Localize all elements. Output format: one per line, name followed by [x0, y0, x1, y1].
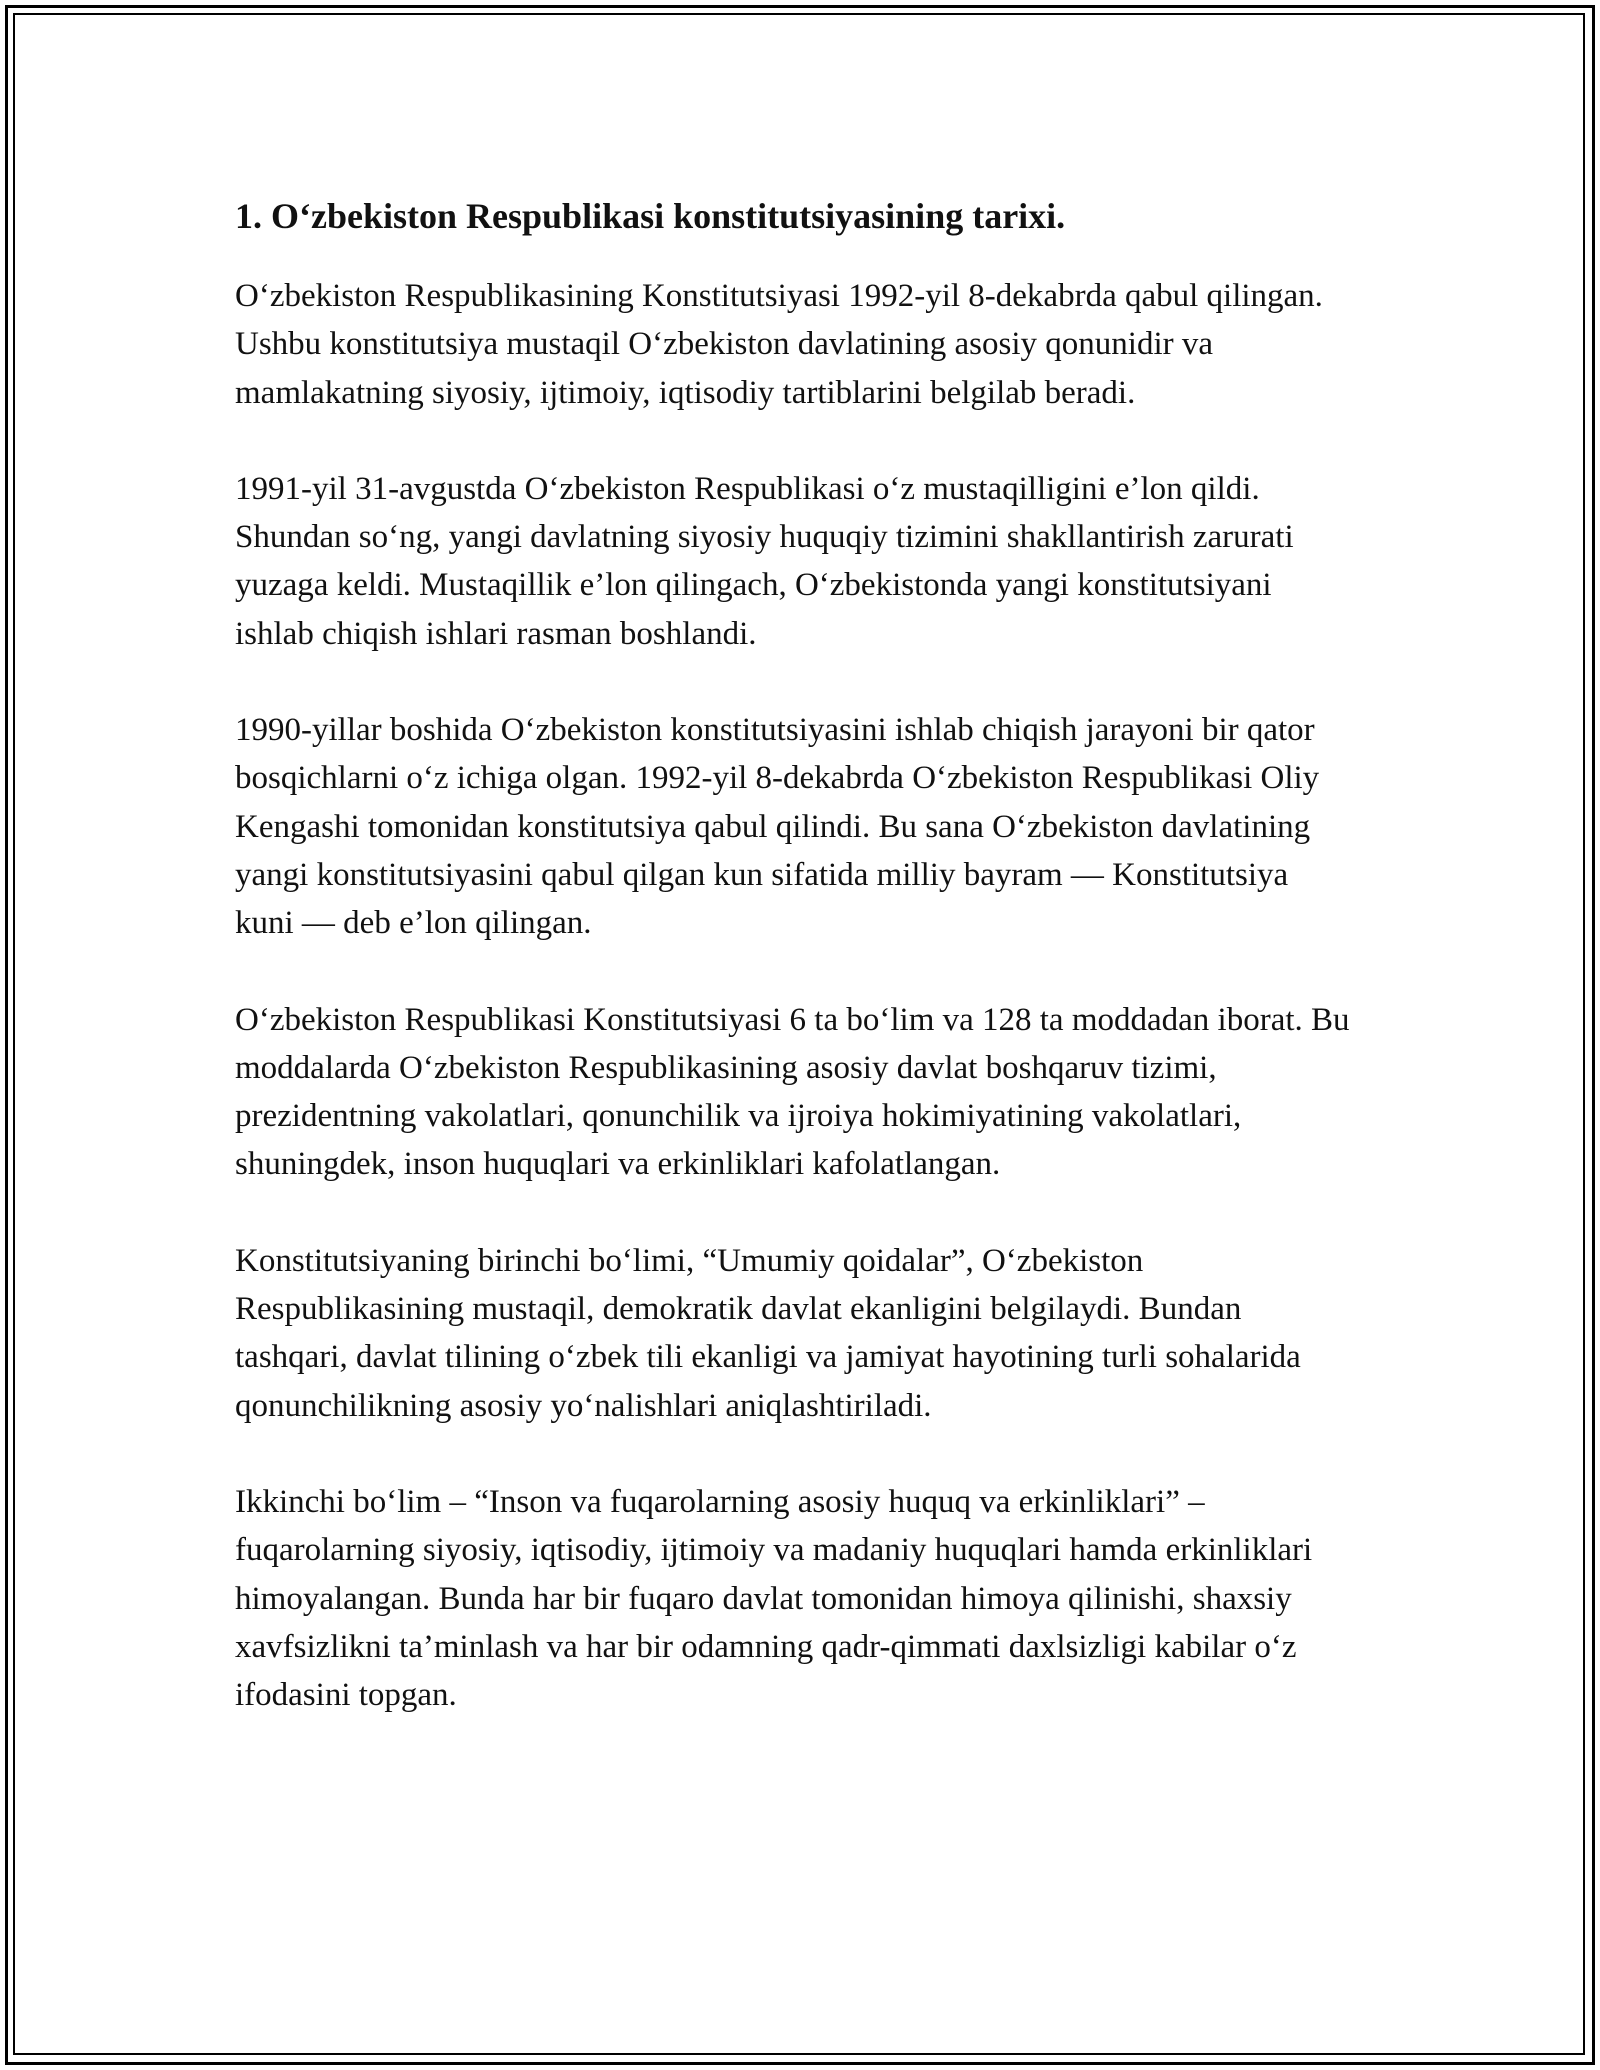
- paragraph-1: O‘zbekiston Respublikasining Konstitutsiyasi 1992-yil 8-dekabrda qabul qilingan. Ushbu konstitutsiya mustaqil O‘zbekiston davlatining asosiy qonunidir va mamlakatning siyosiy, ijtimoiy, iqtisodiy tartiblarini belgilab beradi.: [235, 278, 1323, 411]
- paragraph-2: 1991-yil 31-avgustda O‘zbekiston Respublikasi o‘z mustaqilligini e’lon qildi. Shundan so‘ng, yangi davlatning siyosiy huquqiy tizimini shakllantirish zarurati yuzaga keldi. Mustaqillik e’lon qilingach, O‘zbekistonda yangi konstitutsiyani ishlab chiqish ishlari rasman boshlandi.: [235, 470, 1294, 652]
- paragraph-6: Ikkinchi bo‘lim – “Inson va fuqarolarning asosiy huquq va erkinliklari” – fuqarolarning siyosiy, iqtisodiy, ijtimoiy va madaniy huquqlari hamda erkinliklari himoyalangan. Bunda har bir fuqaro davlat tomonidan himoya qilinishi, shaxsiy xavfsizlikni ta’minlash va har bir odamning qadr-qimmati daxlsizligi kabilar o‘z ifodasini topgan.: [235, 1483, 1313, 1714]
- paragraph-5: Konstitutsiyaning birinchi bo‘limi, “Umumiy qoidalar”, O‘zbekiston Respublikasining mustaqil, demokratik davlat ekanligini belgilaydi. Bundan tashqari, davlat tilining o‘zbek tili ekanligi va jamiyat hayotining turli sohalarida qonunchilikning asosiy yo‘nalishlari aniqlashtiriladi.: [235, 1242, 1301, 1424]
- document-body: [235, 188, 1355, 1767]
- paragraph-3: 1990-yillar boshida O‘zbekiston konstitutsiyasini ishlab chiqish jarayoni bir qator bosqichlarni o‘z ichiga olgan. 1992-yil 8-dekabrda O‘zbekiston Respublikasi Oliy Kengashi tomonidan konstitutsiya qabul qilindi. Bu sana O‘zbekiston davlatining yangi konstitutsiyasini qabul qilgan kun sifatida milliy bayram — Konstitutsiya kuni — deb e’lon qilingan.: [235, 712, 1320, 942]
- document-heading: 1. O‘zbekiston Respublikasi konstitutsiyasining tarixi.: [235, 196, 1066, 236]
- paragraph-4: O‘zbekiston Respublikasi Konstitutsiyasi 6 ta bo‘lim va 128 ta moddadan iborat. Bu moddalarda O‘zbekiston Respublikasining asosiy davlat boshqaruv tizimi, prezidentning vakolatlari, qonunchilik va ijroiya hokimiyatining vakolatlari, shuningdek, inson huquqlari va erkinliklari kafolatlangan.: [235, 1001, 1350, 1183]
